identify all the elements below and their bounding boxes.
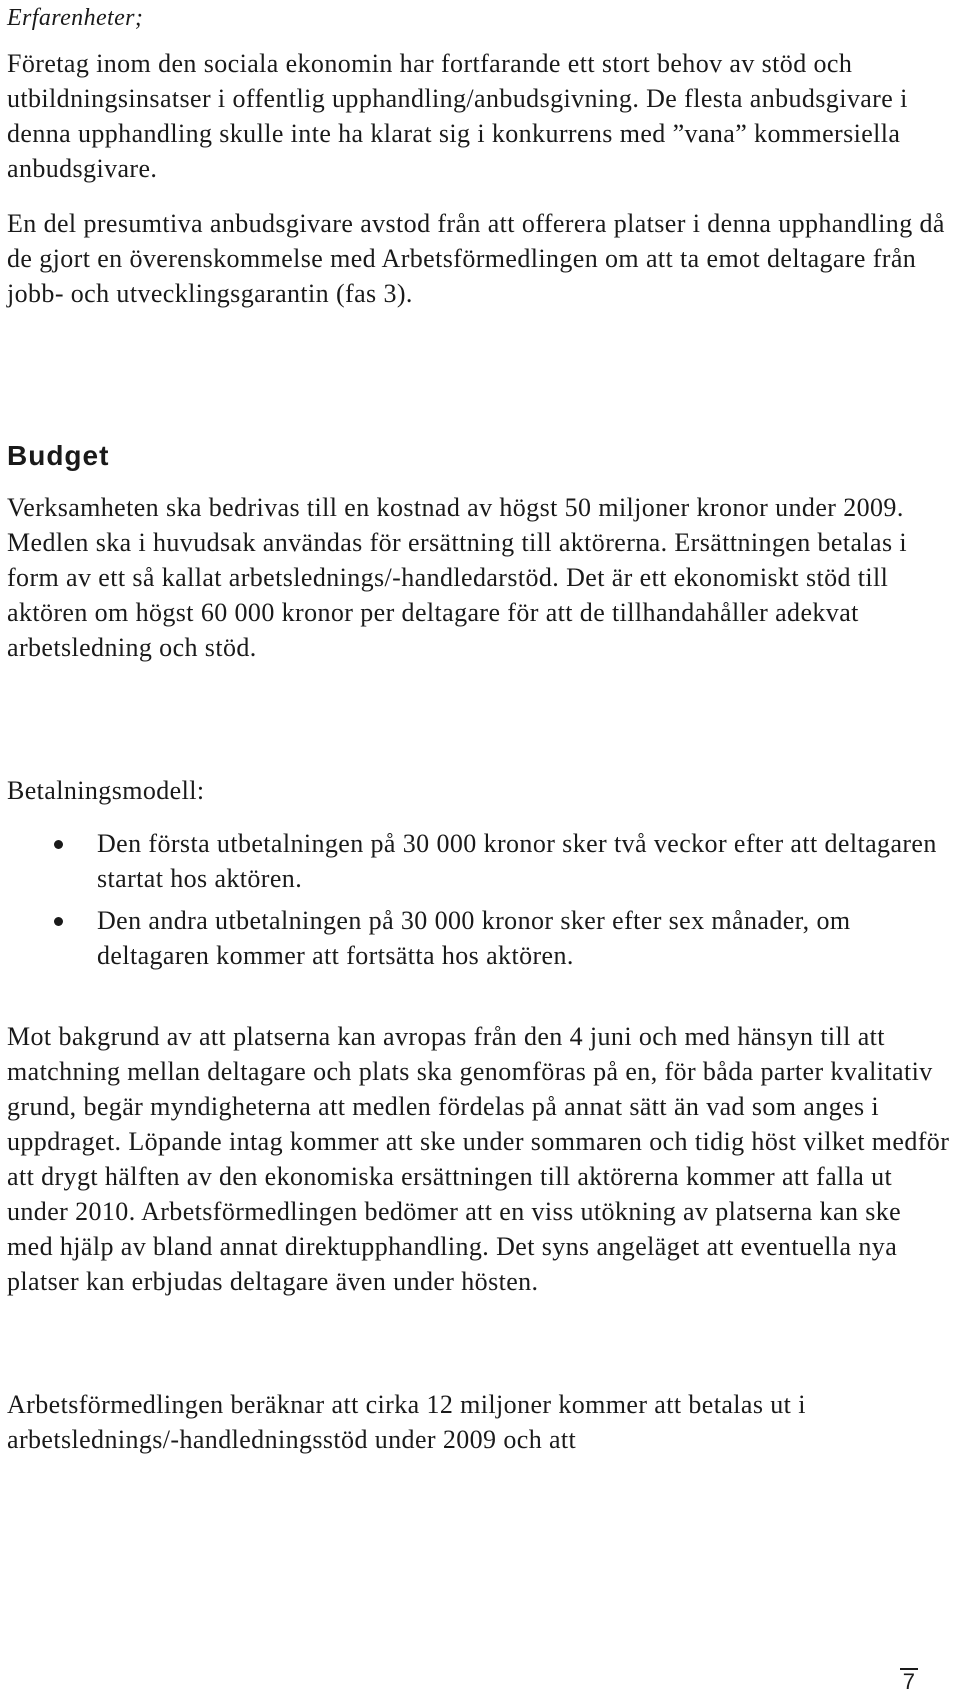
paragraph-allocation-request: Mot bakgrund av att platserna kan avropas från den 4 juni och med hänsyn till att matchning mellan deltagare och plats ska genomföras på en, för båda parter kvalitativ grund, begär myndigheterna att medlen fördelas på annat sätt än vad som anges i uppdraget. Löpande intag kommer att ske under sommaren och tidig höst vilket medför att drygt hälften av den ekonomiska ersättningen till aktörerna kommer att falla ut under 2010. Arbetsförmedlingen bedömer att en viss utökning av platserna kan ske med hjälp av bland annat direktupphandling. Det syns angeläget att eventuella nya platser kan erbjudas deltagare även under hösten.	[7, 1022, 950, 1296]
list-item-text: Den första utbetalningen på 30 000 kronor sker två veckor efter att deltagaren startat hos aktören.	[97, 829, 937, 893]
list-item	[7, 826, 952, 896]
page-number: 7	[900, 1668, 918, 1694]
payment-model-label: Betalningsmodell:	[7, 776, 205, 805]
list-item	[7, 903, 952, 973]
paragraph-social-economy-support: Företag inom den sociala ekonomin har fortfarande ett stort behov av stöd och utbildningsinsatser i offentlig upphandling/anbudsgivning. De flesta anbudsgivare i denna upphandling skulle inte ha klarat sig i konkurrens med ”vana” kommersiella anbudsgivare.	[7, 49, 908, 183]
list-item-text: Den andra utbetalningen på 30 000 kronor sker efter sex månader, om deltagaren kommer att fortsätta hos aktören.	[97, 906, 851, 970]
bullet-dot-icon	[54, 917, 63, 926]
bullet-dot-icon	[54, 840, 63, 849]
paragraph-bidders-abstained: En del presumtiva anbudsgivare avstod från att offerera platser i denna upphandling då de gjort en överenskommelse med Arbetsförmedlingen om att ta emot deltagare från jobb- och utvecklingsgarantin (fas 3).	[7, 209, 945, 308]
section-heading-erfarenheter: Erfarenheter;	[7, 5, 144, 31]
payment-model-list	[7, 826, 952, 980]
paragraph-budget-details: Verksamheten ska bedrivas till en kostnad av högst 50 miljoner kronor under 2009. Medlen ska i huvudsak användas för ersättning till aktörerna. Ersättningen betalas i form av ett så kallat arbetslednings/-handledarstöd. Det är ett ekonomiskt stöd till aktören om högst 60 000 kronor per deltagare för att de tillhandahåller adekvat arbetsledning och stöd.	[7, 493, 908, 662]
section-heading-budget: Budget	[7, 440, 110, 471]
paragraph-payment-estimate: Arbetsförmedlingen beräknar att cirka 12 miljoner kommer att betalas ut i arbetslednings/-handledningsstöd under 2009 och att	[7, 1390, 806, 1454]
